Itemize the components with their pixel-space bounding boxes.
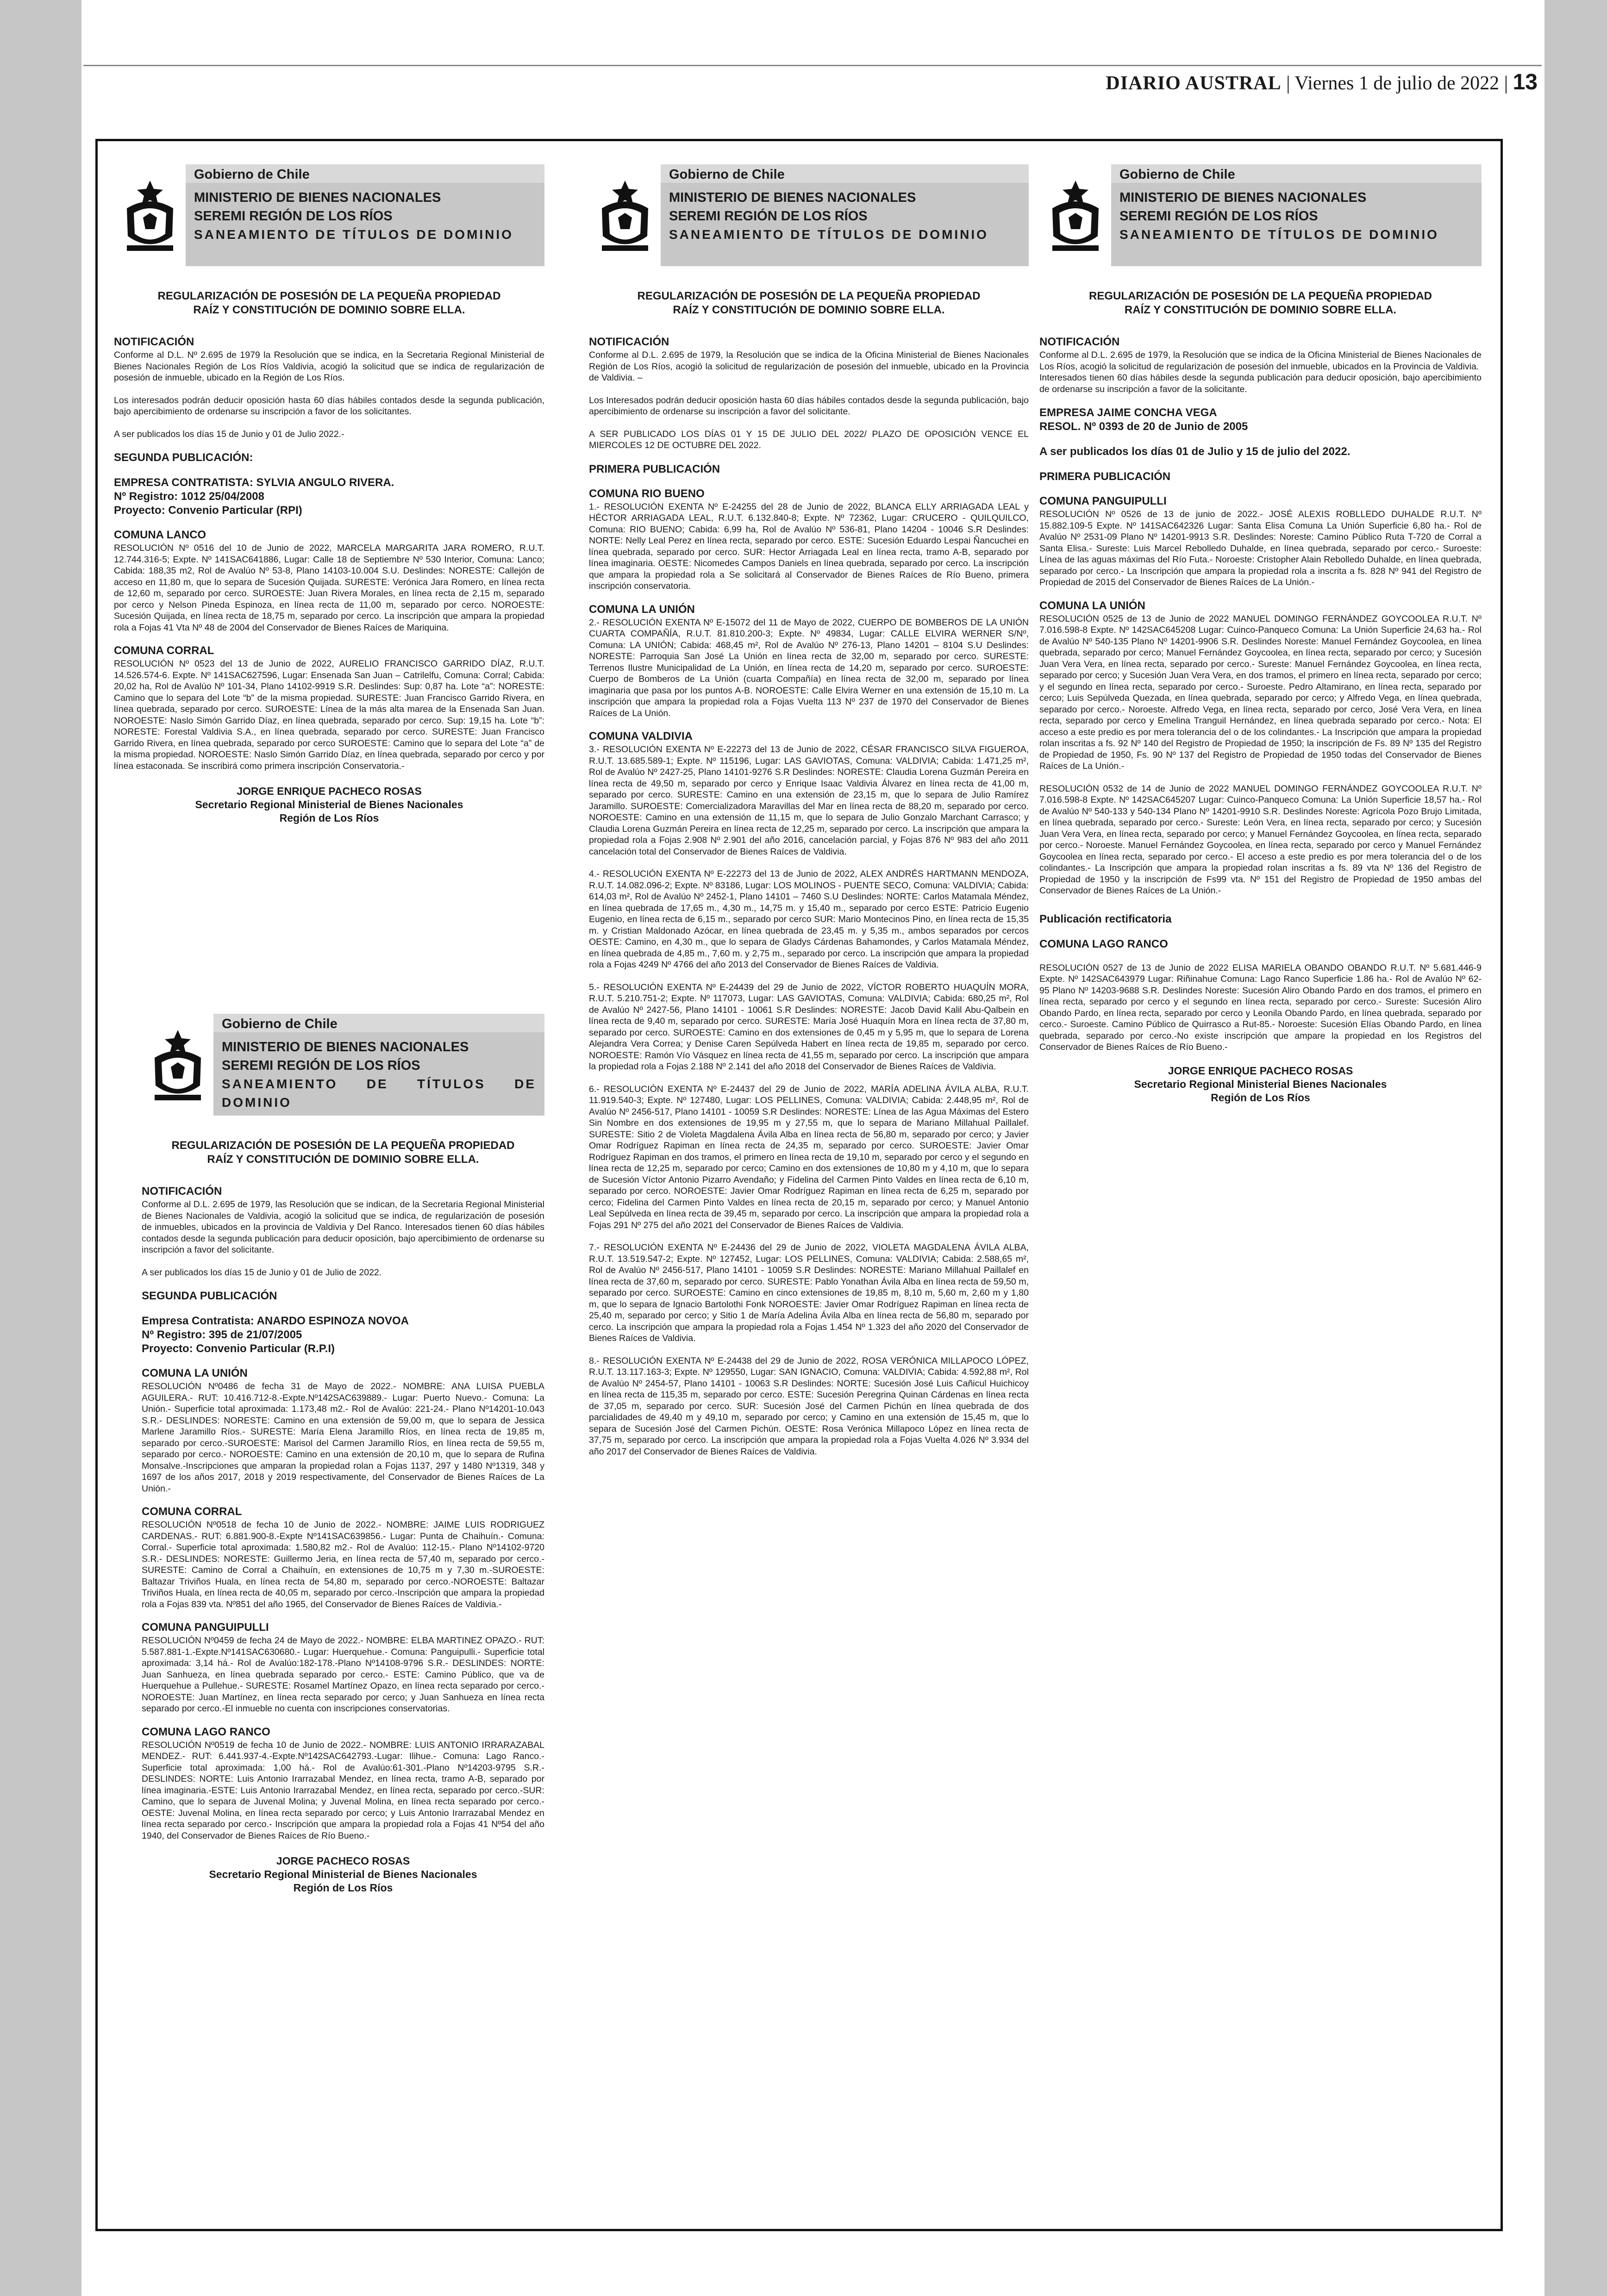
notice-union-corral-panguipulli-lagoranco — [142, 1014, 544, 1895]
resolution: RESOLUCIÓN Nº 0516 del 10 de Junio de 2022, MARCELA MARGARITA JARA ROMERO, R.U.T. 12.744.316-5; Expte. Nº 141SAC641886, Lugar: Calle 18 de Septiembre Nº 530 Interior, Comuna: Lanco; Cabida: 188,35 m2, Rol de Avalúo Nº 53-8, Plano 14103-10.004 S.U. Deslindes: NORESTE: Callejón de acceso en 11,80 m, que lo separa de Sucesión Quijada. SURESTE: Verónica Jara Romero, en línea recta de 12,60 m, separado por cerco. SUROESTE: Juan Rivera Morales, en línea recta de 2,15 m, separado por cerco y Nelson Pineda Espinoza, en línea recta de 11,00 m, separado por cerco. NOROESTE: Sucesión Quijada, en línea recta de 18,75 m, separado por cerco. La inscripción que ampara la propiedad rola a Fojas 41 Vta Nº 48 de 2004 del Conservador de Bienes Raíces de Mariquina. — [114, 543, 544, 633]
gov-name: Gobierno de Chile — [186, 164, 544, 183]
comuna-heading: COMUNA CORRAL — [142, 1505, 242, 1518]
comuna-heading: COMUNA LANCO — [114, 529, 206, 541]
signature-block: JORGE ENRIQUE PACHECO ROSAS Secretario Regional Ministerial Bienes Nacionales Región de Los Ríos — [1134, 1064, 1387, 1104]
gov-header — [142, 1014, 544, 1116]
notice-title: REGULARIZACIÓN DE POSESIÓN DE LA PEQUEÑA PROPIEDAD RAÍZ Y CONSTITUCIÓN DE DOMINIO SOBRE ELLA. — [1089, 290, 1432, 316]
contractor: EMPRESA JAIME CONCHA VEGA — [1039, 406, 1217, 419]
section-heading: NOTIFICACIÓN — [114, 336, 194, 348]
comuna-heading: COMUNA LA UNIÓN — [142, 1367, 248, 1379]
seremi-name: SEREMI REGIÓN DE LOS RÍOS — [1119, 209, 1318, 224]
section-heading: Publicación rectificatoria — [1039, 912, 1172, 925]
resolution: RESOLUCIÓN 0525 de 13 de Junio de 2022 MANUEL DOMINGO FERNÁNDEZ GOYCOOLEA R.U.T. Nº 7.016.598-8 Expte. Nº 142SAC645208 Lugar: Cuinco-Panqueco Comuna: La Unión Superficie 24,63 ha.- Rol de Avalúo Nº 540-135 Plano Nº 14201-9906 S.R. Deslindes Noreste: Manuel Fernández Goycoolea, en línea quebrada, separado por cerco; Manuel Fernández Goycoolea, en línea recta, separado por cerco; y Sucesión Juan Vera Vera, en línea recta, separado por cerco.- Sureste: Manuel Fernández Goycoolea, en línea recta, separado por cerco; y Sucesión Juan Vera Vera, en dos tramos, el primero en línea recta, separado por cerco; y el segundo en línea recta, separado por cerco.- Suroeste. Pedro Altamirano, en línea recta, separado por cerco; Luis Sepúlveda Quezada, en línea quebrada, separado por cerco; y Alfredo Vega, en línea quebrada, separado por cerco.- Noroeste. Alfredo Vega, en línea recta, separado por cerco, José Vera Vera, en línea recta, separado por cerco y Emelina Tranguil Hernández, en línea quebrada separado por cerco.- Nota: El acceso a este predio es por mera tolerancia del o de los colindantes.- La Inscripción que ampara la propiedad rolan inscritas a fs. 92 Nº 140 del Registro de Propiedad de 1950; la inscripción de Fs. 89 Nº 135 del Registro de Propiedad de 1950, Fs. 90 Nº 137 del Registro de Propiedad de 1950 todas del Conservador de Bienes Raíces de La Unión.- — [1039, 613, 1482, 771]
paragraph: Conforme al D.L. Nº 2.695 de 1979 la Resolución que se indica, en la Secretaria Regional Ministerial de Bienes Nacionales Región de Los Ríos Valdivia, acogió la solicitud que se indica de regularización de posesión de inmueble, ubicado en la Región de Los Ríos. — [114, 350, 544, 383]
comuna-heading: COMUNA PANGUIPULLI — [1039, 495, 1167, 507]
comuna-heading: COMUNA CORRAL — [114, 644, 214, 657]
publication-dates: A ser publicados los días 01 de Julio y 15 de julio del 2022. — [1039, 445, 1351, 458]
resolution: RESOLUCIÓN Nº 0526 de 13 de junio de 2022.- JOSÉ ALEXIS ROBLLEDO DUHALDE R.U.T. Nº 15.882.109-5 Expte. Nº 141SAC642326 Lugar: Santa Elisa Comuna La Unión Superficie 6,80 ha.- Rol de Avalúo Nº 2531-09 Plano Nº 14201-9913 S.R. Deslindes: Noreste: Camino Público Ruta T-720 de Corral a Santa Elisa.- Sureste: Luis Marcel Rebolledo Duhalde, en línea quebrada, separado por cerco.- Suroeste: Línea de las aguas máximas del Río Futa.- Noroeste: Cristopher Alain Rebolledo Duhalde, en línea quebrada, separado por cerco.- La Inscripción que ampara la propiedad rola a inscrita a fs. 828 Nº 941 del Registro de Propiedad de 2015 del Conservador de Bienes Raíces de La Unión.- — [1039, 509, 1482, 587]
resolution: 7.- RESOLUCIÓN EXENTA Nº E-24436 del 29 de Junio de 2022, VIOLETA MAGDALENA ÁVILA ALBA, R.U.T. 13.519.547-2; Expte. Nº 127452, Lugar: LOS PELLINES, Comuna: VALDIVIA; Cabida: 2.588,65 m², Rol de Avalúo Nº 2456-517, Plano 14101 - 10059 S.R Deslindes: NORESTE: Mariano Millahual Paillalef en línea recta de 37,60 m, separado por cerco. SURESTE: Pablo Yonathan Ávila Alba en línea recta de 59,50 m, separado por cerco. SUROESTE: Camino en cinco extensiones de 19,85 m, 8,10 m, 5,60 m, 2,60 m y 1,80 m, que lo separa de Ignacio Bartolothi Fonk NOROESTE: Javier Omar Rodríguez Rapiman en línea recta de 25,40 m, separado por cerco; y Sitio 1 de María Adelina Ávila Alba en línea recta de 56,80 m, separado por cerco. La inscripción que ampara la propiedad rola a Fojas 1.454 Nº 1.323 del año 2020 del Conservador de Bienes Raíces de Valdivia. — [589, 1242, 1029, 1343]
paragraph: A ser publicados los días 15 de Junio y 01 de Julio de 2022. — [142, 1267, 382, 1278]
section-heading: SEGUNDA PUBLICACIÓN: — [114, 451, 253, 464]
comuna-heading: COMUNA LA UNIÓN — [1039, 599, 1145, 612]
resolution: RESOLUCIÓN Nº0459 de fecha 24 de Mayo de 2022.- NOMBRE: ELBA MARTINEZ OPAZO.- RUT: 5.587.881-1.-Expte.Nº141SAC630680.- Lugar: Huerquehue.- Comuna: Panguipulli.- Superficie total aproximada: 3,14 há.- Rol de Avalúo:182-178.-Plano Nº14108-9796 S.R.- DESLINDES: NORTE: Juan Sanhueza, en línea quebrada separado por cerco.- ESTE: Camino Público, que va de Huerquehue a Pullehue.- SURESTE: Rosamel Martínez Opazo, en línea recta separado por cerco.-NOROESTE: Juan Martínez, en línea recta separado por cerco; y Juan Sanhueza en línea recta separado por cerco.-El inmueble no cuenta con inscripciones conservatorias. — [142, 1635, 544, 1714]
resolution: RESOLUCIÓN Nº 0523 del 13 de Junio de 2022, AURELIO FRANCISCO GARRIDO DÍAZ, R.U.T. 14.526.574-6. Expte. Nº 141SAC627596, Lugar: Ensenada San Juan – Catrilelfu, Comuna: Corral; Cabida: 20,02 ha, Rol de Avalúo Nº 101-34, Plano 14102-9919 S.R. Deslindes: Sup: 0,87 ha. Lote “a”: NORESTE: Camino que lo separa del Lote “b” de la misma propiedad. SURESTE: Juan Francisco Garrido Rivera, en línea quebrada, separado por cerco. SUROESTE: Línea de la más alta marea de la Ensenada San Juan. NOROESTE: Naslo Simón Garrido Díaz, en línea quebrada, separado por cerco. Sup: 19,15 ha. Lote “b”: NORESTE: Forestal Valdivia S.A., en línea quebrada, separado por cerco. SURESTE: Juan Francisco Garrido Rivera, en línea quebrada, separado por cerco SUROESTE: Camino que lo separa del Lote “a” de la misma propiedad. NOROESTE: Naslo Simón Garrido Díaz, en línea quebrada, separado por cerco y por línea estaconada. Se inscribirá como primera inscripción Conservatoria.- — [114, 659, 544, 771]
chile-coat-of-arms-icon — [114, 164, 186, 266]
resolution-ref: RESOL. Nº 0393 de 20 de Junio de 2005 — [1039, 420, 1248, 433]
contractor: Empresa Contratista: ANARDO ESPINOZA NOVOA — [142, 1315, 409, 1327]
paper-name: DIARIO AUSTRAL — [1106, 73, 1282, 94]
resolution: RESOLUCIÓN 0532 de 14 de Junio de 2022 MANUEL DOMINGO FERNÁNDEZ GOYCOOLEA R.U.T. Nº 7.016.598-8 Expte. Nº 142SAC645207 Lugar: Cuinco-Panqueco Comuna: La Unión Superficie 18,57 ha.- Rol de Avalúo Nº 540-133 y 540-134 Plano Nº 14201-9910 S.R. Deslindes Noreste: Agrícola Pozo Brujo Limitada, en línea quebrada, separado por cerco.- Sureste: León Vera, en línea recta, separado por cerco; y Sucesión Juan Vera Vera, en línea recta, separado por cerco; y Manuel Fernández Goycoolea, en línea recta, separado por cerco.- Noroeste. Manuel Fernández Goycoolea, en línea recta, separado por cerco y Manuel Fernández Goycoolea en línea recta, separado por cerco.- El acceso a este predio es por mera tolerancia del o de los colindantes.- La Inscripción que ampara la propiedad rolan inscritas a fs. 89 vta Nº 136 del Registro de Propiedad de 1950 y la inscripción de Fs99 vta. Nº 151 del Registro de Propiedad de 1950 ambas del Conservador de Bienes Raíces de La Unión.- — [1039, 783, 1482, 896]
section-heading: NOTIFICACIÓN — [589, 336, 669, 348]
program-name: SANEAMIENTO DE TÍTULOS DE DOMINIO — [194, 227, 513, 242]
gov-name: Gobierno de Chile — [213, 1014, 544, 1032]
chile-coat-of-arms-icon — [142, 1014, 213, 1116]
program-name: SANEAMIENTO DE TÍTULOS DE DOMINIO — [1119, 227, 1439, 242]
resolution: RESOLUCIÓN 0527 de 13 de Junio de 2022 ELISA MARIELA OBANDO OBANDO R.U.T. Nº 5.681.446-9 Expte. Nº 142SAC643979 Lugar: Riñinahue Comuna: Lago Ranco Superficie 1.86 ha.- Rol de Avalúo Nº 62-95 Plano Nº 14203-9688 S.R. Deslindes Noreste: Sucesión Aliro Obando Pardo en dos tramos, el primero en línea recta, separado por cerco y el segundo en línea recta, separado por cerco.- Sureste: Sucesión Aliro Obando Pardo, en línea recta, separado por cerco y Leonila Obando Pardo, en línea quebrada, separado por cerco.- Suroeste. Camino Público de Quirrasco a Rut-85.- Noroeste: Sucesión Elías Obando Pardo, en línea quebrada, separado por cerco.-No existe inscripción que ampare la propiedad en los Registros del Conservador de Bienes Raíces de Río Bueno.- — [1039, 962, 1482, 1052]
project: Proyecto: Convenio Particular (R.P.I) — [142, 1342, 335, 1355]
program-name: SANEAMIENTO DE TÍTULOS DE DOMINIO — [222, 1077, 536, 1110]
comuna-heading: COMUNA VALDIVIA — [589, 730, 693, 742]
seremi-name: SEREMI REGIÓN DE LOS RÍOS — [669, 209, 868, 224]
issue-date: Viernes 1 de julio de 2022 — [1294, 73, 1500, 94]
paragraph: Interesados tienen 60 días hábiles desde la segunda publicación para deducir oposición, bajo apercibimiento de ordenarse su inscripción a favor de la solicitante. — [1039, 373, 1482, 394]
comuna-heading: COMUNA LA UNIÓN — [589, 603, 695, 616]
gov-header — [589, 164, 1029, 266]
comuna-heading: COMUNA RIO BUENO — [589, 487, 705, 500]
ministry-name: MINISTERIO DE BIENES NACIONALES — [1119, 190, 1367, 205]
comuna-heading: COMUNA LAGO RANCO — [1039, 937, 1168, 950]
resolution: RESOLUCIÓN Nº0519 de fecha 10 de Junio de 2022.- NOMBRE: LUIS ANTONIO IRRARAZABAL MENDEZ.- RUT: 6.441.937-4.-Expte.Nº142SAC642793.-Lugar: Ilihue.- Comuna: Lago Ranco.- Superficie total aproximada: 1,00 há.- Rol de Avalúo:61-301.-Plano Nº14203-9795 S.R.- DESLINDES: NORTE: Luis Antonio Irarrazabal Mendez, en línea recta, tramo A-B, separado por línea imaginaria.-ESTE: Luis Antonio Irarrazabal Mendez, en línea recta, separado por cerco.-SUR: Camino, que lo separa de Juvenal Molina; y Juvenal Molina, en línea recta separado por cerco.-OESTE: Juvenal Molina, en línea recta separado por cerco; y Luis Antonio Irarrazabal Mendez en línea recta separado por cerco.- Inscripción que ampara la propiedad rola a Fojas 41 Nº54 del año 1940, del Conservador de Bienes Raíces de Río Bueno.- — [142, 1740, 544, 1841]
paragraph: Conforme al D.L. 2.695 de 1979, la Resolución que se indica de la Oficina Ministerial de Bienes Nacionales de Los Ríos, acogió la solicitud de regularización de posesión del inmueble, ubicados en la Provincia de Valdivia. — [1039, 350, 1482, 372]
notice-lanco-corral — [114, 164, 544, 825]
chile-coat-of-arms-icon — [589, 164, 661, 266]
notice-title: REGULARIZACIÓN DE POSESIÓN DE LA PEQUEÑA PROPIEDAD RAÍZ Y CONSTITUCIÓN DE DOMINIO SOBRE ELLA. — [157, 290, 501, 316]
paragraph: A ser publicados los días 15 de Junio y 01 de Julio 2022.- — [114, 429, 344, 439]
program-name: SANEAMIENTO DE TÍTULOS DE DOMINIO — [669, 227, 988, 242]
notice-panguipulli-union-lagoranco — [1039, 164, 1482, 1104]
notice-title: REGULARIZACIÓN DE POSESIÓN DE LA PEQUEÑA PROPIEDAD RAÍZ Y CONSTITUCIÓN DE DOMINIO SOBRE ELLA. — [637, 290, 981, 316]
paragraph: Los Interesados podrán deducir oposición hasta 60 días hábiles contados desde la segunda publicación, bajo apercibimiento de ordenarse su inscripción a favor del solicitante. — [589, 395, 1029, 417]
contractor: EMPRESA CONTRATISTA: SYLVIA ANGULO RIVERA. — [114, 476, 394, 489]
resolution: 1.- RESOLUCIÓN EXENTA Nº E-24255 del 28 de Junio de 2022, BLANCA ELLY ARRIAGADA LEAL y HÉCTOR ARRIAGADA LEAL, R.U.T. 6.132.840-8; Expte. Nº 72362, Lugar: CRUCERO - QUILQUILCO, Comuna: RIO BUENO; Cabida: 6,99 ha, Rol de Avalúo Nº 536-81, Plano 14204 - 10046 S.R Deslindes: NORTE: Nelly Leal Perez en línea recta, separado por cerco. ESTE: Sucesión Eduardo Lespai Ñancuchei en línea quebrada, separado por cerco. SUR: Hector Arriagada Leal en línea recta, tramo A-B, separado por línea imaginaria. OESTE: Nicomedes Campos Daniels en línea quebrada, separado por cerco. La inscripción que ampara la propiedad rola a Se solicitará al Conservador de Bienes Raíces de Río Bueno, primera inscripción conservatoria. — [589, 501, 1029, 591]
resolution: 8.- RESOLUCIÓN EXENTA Nº E-24438 del 29 de Junio de 2022, ROSA VERÓNICA MILLAPOCO LÓPEZ, R.U.T. 13.117.163-3; Expte. Nº 129550, Lugar: SAN IGNACIO, Comuna: VALDIVIA; Cabida: 4.592,88 m², Rol de Avalúo Nº 2454-57, Plano 14101 - 10063 S.R Deslindes: NORTE: Sucesión José Luis Cañicul Huichicoy en línea recta de 115,35 m, separado por cerco. ESTE: Sucesión Peregrina Quinan Cárdenas en línea recta de 37,05 m, separado por cerco. SUR: Sucesión José del Carmen Pichún en línea quebrada de dos parcialidades de 49,40 m y 49,10 m, separado por cerco; y Camino en una extensión de 15,45 m, que lo separa de Sucesión José del Carmen Pichún. OESTE: Rosa Verónica Millapoco López en línea recta de 37,75 m, separado por cerco. La inscripción que ampara la propiedad rola a Fojas Vuelta 4.026 Nº 3.934 del año 2017 del Conservador de Bienes Raíces de Valdivia. — [589, 1355, 1029, 1457]
comuna-heading: COMUNA LAGO RANCO — [142, 1725, 270, 1738]
paragraph: Los interesados podrán deducir oposición hasta 60 días hábiles contados desde la segunda publicación, bajo apercibimiento de ordenarse su inscripción a favor de los solicitantes. — [114, 395, 544, 417]
resolution: RESOLUCIÓN Nº0518 de fecha 10 de Junio de 2022.- NOMBRE: JAIME LUIS RODRIGUEZ CARDENAS.- RUT: 6.881.900-8.-Expte Nº141SAC639856.- Lugar: Punta de Chaihuín.- Comuna: Corral.- Superficie total aproximada: 1.580,82 m2.- Rol de Avalúo: 112-15.- Plano Nº14102-9720 S.R.- DESLINDES: NORESTE: Guillermo Jeria, en línea recta de 57,40 m, separado por cerco.-SURESTE: Camino de Corral a Chaihuín, en extensiones de 10,75 m y 7,30 m.-SUROESTE: Baltazar Triviños Huala, en línea recta de 54,80 m, separado por cerco.-NOROESTE: Baltazar Triviños Huala, en línea recta de 40,05 m, separado por cerco.-Inscripción que ampara la propiedad rola a Fojas 839 vta. Nº851 del año 1965, del Conservador de Bienes Raíces de Valdivia.- — [142, 1520, 544, 1610]
resolution: 4.- RESOLUCIÓN EXENTA Nº E-22273 del 13 de Junio de 2022, ALEX ANDRÉS HARTMANN MENDOZA, R.U.T. 14.082.096-2; Expte. Nº 83186, Lugar: LOS MOLINOS - PUENTE SECO, Comuna: VALDIVIA; Cabida: 614,03 m², Rol de Avalúo Nº 2452-1, Plano 14101 – 7460 S.U Deslindes: NORTE: Carlos Matamala Méndez, en línea quebrada de 17,65 m., 4,30 m., 14,75 m. y 15,40 m., separado por cerco ESTE: Patricio Eugenio Eugenio, en línea recta de 6,15 m., separado por cerco SUR: Mario Montecinos Pino, en línea recta de 15,35 m. y Cristian Maldonado Azócar, en línea quebrada de 23,45 m. y 5,35 m., ambos separados por cercos OESTE: Camino, en 4,30 m., que lo separa de Gladys Cárdenas Bahamondes, y Carlos Matamala Méndez, en línea quebrada de 4,85 m., 7,60 m. y 2,75 m., separado por cerco. La inscripción que ampara la propiedad rola a Fojas 4249 Nº 4766 del año 2013 del Conservador de Bienes Raíces de Valdivia. — [589, 869, 1029, 970]
gov-name: Gobierno de Chile — [1111, 164, 1482, 183]
section-heading: PRIMERA PUBLICACIÓN — [589, 462, 720, 475]
resolution: 2.- RESOLUCIÓN EXENTA Nº E-15072 del 11 de Mayo de 2022, CUERPO DE BOMBEROS DE LA UNIÓN CUARTA COMPAÑÍA, R.U.T. 81.810.200-3; Expte. Nº 49834, Lugar: CALLE ELVIRA WERNER S/Nº, Comuna: LA UNIÓN; Cabida: 468,45 m², Rol de Avalúo Nº 276-13, Plano 14201 – 8104 S.U Deslindes: NORESTE: Parroquia San José La Unión en línea recta de 32,00 m, separado por cerco. SURESTE: Terrenos Ilustre Municipalidad de La Unión, en línea recta de 14,20 m, separado por cerco. SUROESTE: Cuerpo de Bomberos de La Unión (cuarta Compañía) en línea recta de 32,00 m, separado por línea imaginaria que pasa por los puntos A-B. NOROESTE: Calle Elvira Werner en una extensión de 15,10 m. La inscripción que ampara la propiedad rola a Fojas Vuelta 113 Nº 237 de 1970 del Conservador de Bienes Raíces de La Unión. — [589, 617, 1029, 718]
section-heading: PRIMERA PUBLICACIÓN — [1039, 470, 1171, 483]
signature-block: JORGE PACHECO ROSAS Secretario Regional Ministerial de Bienes Nacionales Región de Los Ríos — [209, 1855, 477, 1894]
section-heading: NOTIFICACIÓN — [142, 1185, 222, 1198]
resolution: 6.- RESOLUCIÓN EXENTA Nº E-24437 del 29 de Junio de 2022, MARÍA ADELINA ÁVILA ALBA, R.U.T. 11.919.540-3; Expte. Nº 127480, Lugar: LOS PELLINES, Comuna: VALDIVIA; Cabida: 2.448,95 m², Rol de Avalúo Nº 2456-517, Plano 14101 - 10059 S.R Deslindes: NORESTE: Línea de las Agua Máximas del Estero Sin Nombre en dos extensiones de 19,95 m y 27,55 m, que lo separa de Mariano Millahual Paillalef. SURESTE: Sitio 2 de Violeta Magdalena Ávila Alba en línea recta de 56,80 m, separado por cerco; y Javier Omar Rodríguez Rapiman en línea recta de 24,35 m, separado por cerco. SUROESTE: Javier Omar Rodríguez Rapiman en dos tramos, el primero en línea recta de 19,10 m, separado por cerco y el segundo en línea recta de 12,25 m, separado por cerco; Camino en dos extensiones de 10,80 m y 4,10 m, que lo separa de Sucesión Víctor Antonio Pizarro Avendaño; y Fidelina del Carmen Pinto Valdes en línea recta de 6,10 m, separado por cerco. NOROESTE: Javier Omar Rodríguez Rapiman en línea recta de 6,25 m, separado por cerco; Fidelina del Carmen Pinto Valdes en línea recta de 20,15 m, separado por cerco; y Manuel Antonio Leal Sepúlveda en línea recta de 39,45 m, separado por cerco. La inscripción que ampara la propiedad rola a Fojas 291 Nº 275 del año 2021 del Conservador de Bienes Raíces de Valdivia. — [589, 1084, 1029, 1230]
resolution: 5.- RESOLUCIÓN EXENTA Nº E-24439 del 29 de Junio de 2022, VÍCTOR ROBERTO HUAQUÍN MORA, R.U.T. 5.210.751-2; Expte. Nº 117073, Lugar: LAS GAVIOTAS, Comuna: VALDIVIA; Cabida: 680,25 m², Rol de Avalúo Nº 2427-56, Plano 14101 - 10061 S.R Deslindes: NORESTE: Jacob David Kalil Abu-Qalbein en línea recta de 9,40 m, separado por cerco. SURESTE: María José Huaquín Mora en línea recta de 37,80 m, separado por cerco. SUROESTE: Camino en dos extensiones de 0,45 m y 5,95 m, que lo separa de Lorena Alejandra Vera Correa; y Denise Caren Sepúlveda Habert en línea recta de 19,85 m, separado por cerco. NOROESTE: Ramón Vío Vásquez en línea recta de 41,55 m, separado por cerco. La inscripción que ampara la propiedad rola a Fojas 2.188 Nº 2.141 del año 2018 del Conservador de Bienes Raíces de Valdivia. — [589, 982, 1029, 1072]
seremi-name: SEREMI REGIÓN DE LOS RÍOS — [194, 209, 393, 224]
ministry-name: MINISTERIO DE BIENES NACIONALES — [669, 190, 916, 205]
gov-name: Gobierno de Chile — [661, 164, 1029, 183]
ministry-name: MINISTERIO DE BIENES NACIONALES — [222, 1040, 469, 1054]
signature-block: JORGE ENRIQUE PACHECO ROSAS Secretario Regional Ministerial de Bienes Nacionales Región de Los Ríos — [195, 785, 463, 824]
comuna-heading: COMUNA PANGUIPULLI — [142, 1621, 269, 1634]
page-number: 13 — [1513, 70, 1538, 94]
masthead: DIARIO AUSTRAL | Viernes 1 de julio de 2022 | 13 — [1106, 70, 1538, 94]
project: Proyecto: Convenio Particular (RPI) — [114, 504, 302, 517]
gov-header — [114, 164, 544, 266]
registry: Nº Registro: 395 de 21/07/2005 — [142, 1329, 302, 1341]
paragraph: Conforme al D.L. 2.695 de 1979, la Resolución que se indica de la Oficina Ministerial de Bienes Nacionales Región de Los Ríos, acogió la solicitud de regularización de posesión del inmueble, ubicado en la Provincia de Valdivia. – — [589, 350, 1029, 383]
paragraph: A SER PUBLICADO LOS DÍAS 01 Y 15 DE JULIO DEL 2022/ PLAZO DE OPOSICIÓN VENCE EL MIERCOLES 12 DE OCTUBRE DEL 2022. — [589, 429, 1029, 450]
resolution: RESOLUCIÓN Nº0486 de fecha 31 de Mayo de 2022.- NOMBRE: ANA LUISA PUEBLA AGUILERA.- RUT: 10.416.712-8.-Expte.Nº142SAC639889.- Lugar: Puerto Nuevo.- Comuna: La Unión.- Superficie total aproximada: 1.173,48 m2.- Rol de Avalúo: 221-24.- Plano Nº14201-10.043 S.R.- DESLINDES: NORESTE: Camino en una extensión de 59,00 m, que lo separa de Jessica Marlene Jaramillo Ríos.- SURESTE: María Elena Jaramillo Ríos, en línea recta de 19,85 m, separado por cerco.-SUROESTE: Marisol del Carmen Jaramillo Ríos, en línea recta de 59,55 m, separado por cerco.- NOROESTE: Camino en una extensión de 20,10 m, que lo separa de Rufina Monsalve.-Inscripciones que amparan la propiedad rolan a Fojas 1137, 297 y 1480 Nº1319, 348 y 1697 de los años 2017, 2018 y 2019 respectivamente, del Conservador de Bienes Raíces de La Unión.- — [142, 1381, 544, 1494]
seremi-name: SEREMI REGIÓN DE LOS RÍOS — [222, 1058, 420, 1073]
gov-header — [1039, 164, 1482, 266]
resolution: 3.- RESOLUCIÓN EXENTA Nº E-22273 del 13 de Junio de 2022, CÉSAR FRANCISCO SILVA FIGUEROA, R.U.T. 13.685.589-1; Expte. Nº 115196, Lugar: LAS GAVIOTAS, Comuna: VALDIVIA; Cabida: 1.471,25 m², Rol de Avalúo Nº 2427-25, Plano 14101-9276 S.R Deslindes: NORESTE: Claudia Lorena Guzmán Pereira en línea recta de 49,50 m, separado por cerco y Enrique Isaac Valdivia Álvarez en línea recta de 41,00 m, separado por cerco. SURESTE: Camino en una extensión de 23,15 m, que lo separa de Julio Ramírez Jaramillo. SUROESTE: Comercializadora Maravillas del Mar en línea recta de 88,20 m, separado por cerco. NOROESTE: Camino en una extensión de 11,15 m, que lo separa de Julio Gonzalo Marchant Carrasco; y Claudia Lorena Guzmán Pereira en línea recta de 12,25 m, separado por cerco. La inscripción que ampara la propiedad rola a Fojas 2.908 Nº 2.901 del año 2016, cancelación parcial, y Fojas 876 Nº 983 del año 2011 cancelación total del Conservador de Bienes Raíces de Valdivia. — [589, 744, 1029, 857]
section-heading: NOTIFICACIÓN — [1039, 336, 1120, 348]
top-rule — [83, 65, 1542, 66]
notice-riobueno-union-valdivia — [589, 164, 1029, 1468]
notice-title: REGULARIZACIÓN DE POSESIÓN DE LA PEQUEÑA PROPIEDAD RAÍZ Y CONSTITUCIÓN DE DOMINIO SOBRE ELLA. — [171, 1139, 515, 1166]
paragraph: Conforme al D.L. 2.695 de 1979, las Resolución que se indican, de la Secretaria Regional Ministerial de Bienes Nacionales de Valdivia, acogió la solicitud que se indica, de regularización de posesión de inmuebles, ubicados en la provincia de Valdivia y Del Ranco. Interesados tienen 60 días hábiles contados desde la segunda publicación para deducir oposición, bajo apercibimiento de ordenarse su inscripción a favor del solicitante. — [142, 1199, 544, 1255]
section-heading: SEGUNDA PUBLICACIÓN — [142, 1290, 277, 1302]
registry: Nº Registro: 1012 25/04/2008 — [114, 490, 264, 503]
ministry-name: MINISTERIO DE BIENES NACIONALES — [194, 190, 441, 205]
chile-coat-of-arms-icon — [1039, 164, 1111, 266]
